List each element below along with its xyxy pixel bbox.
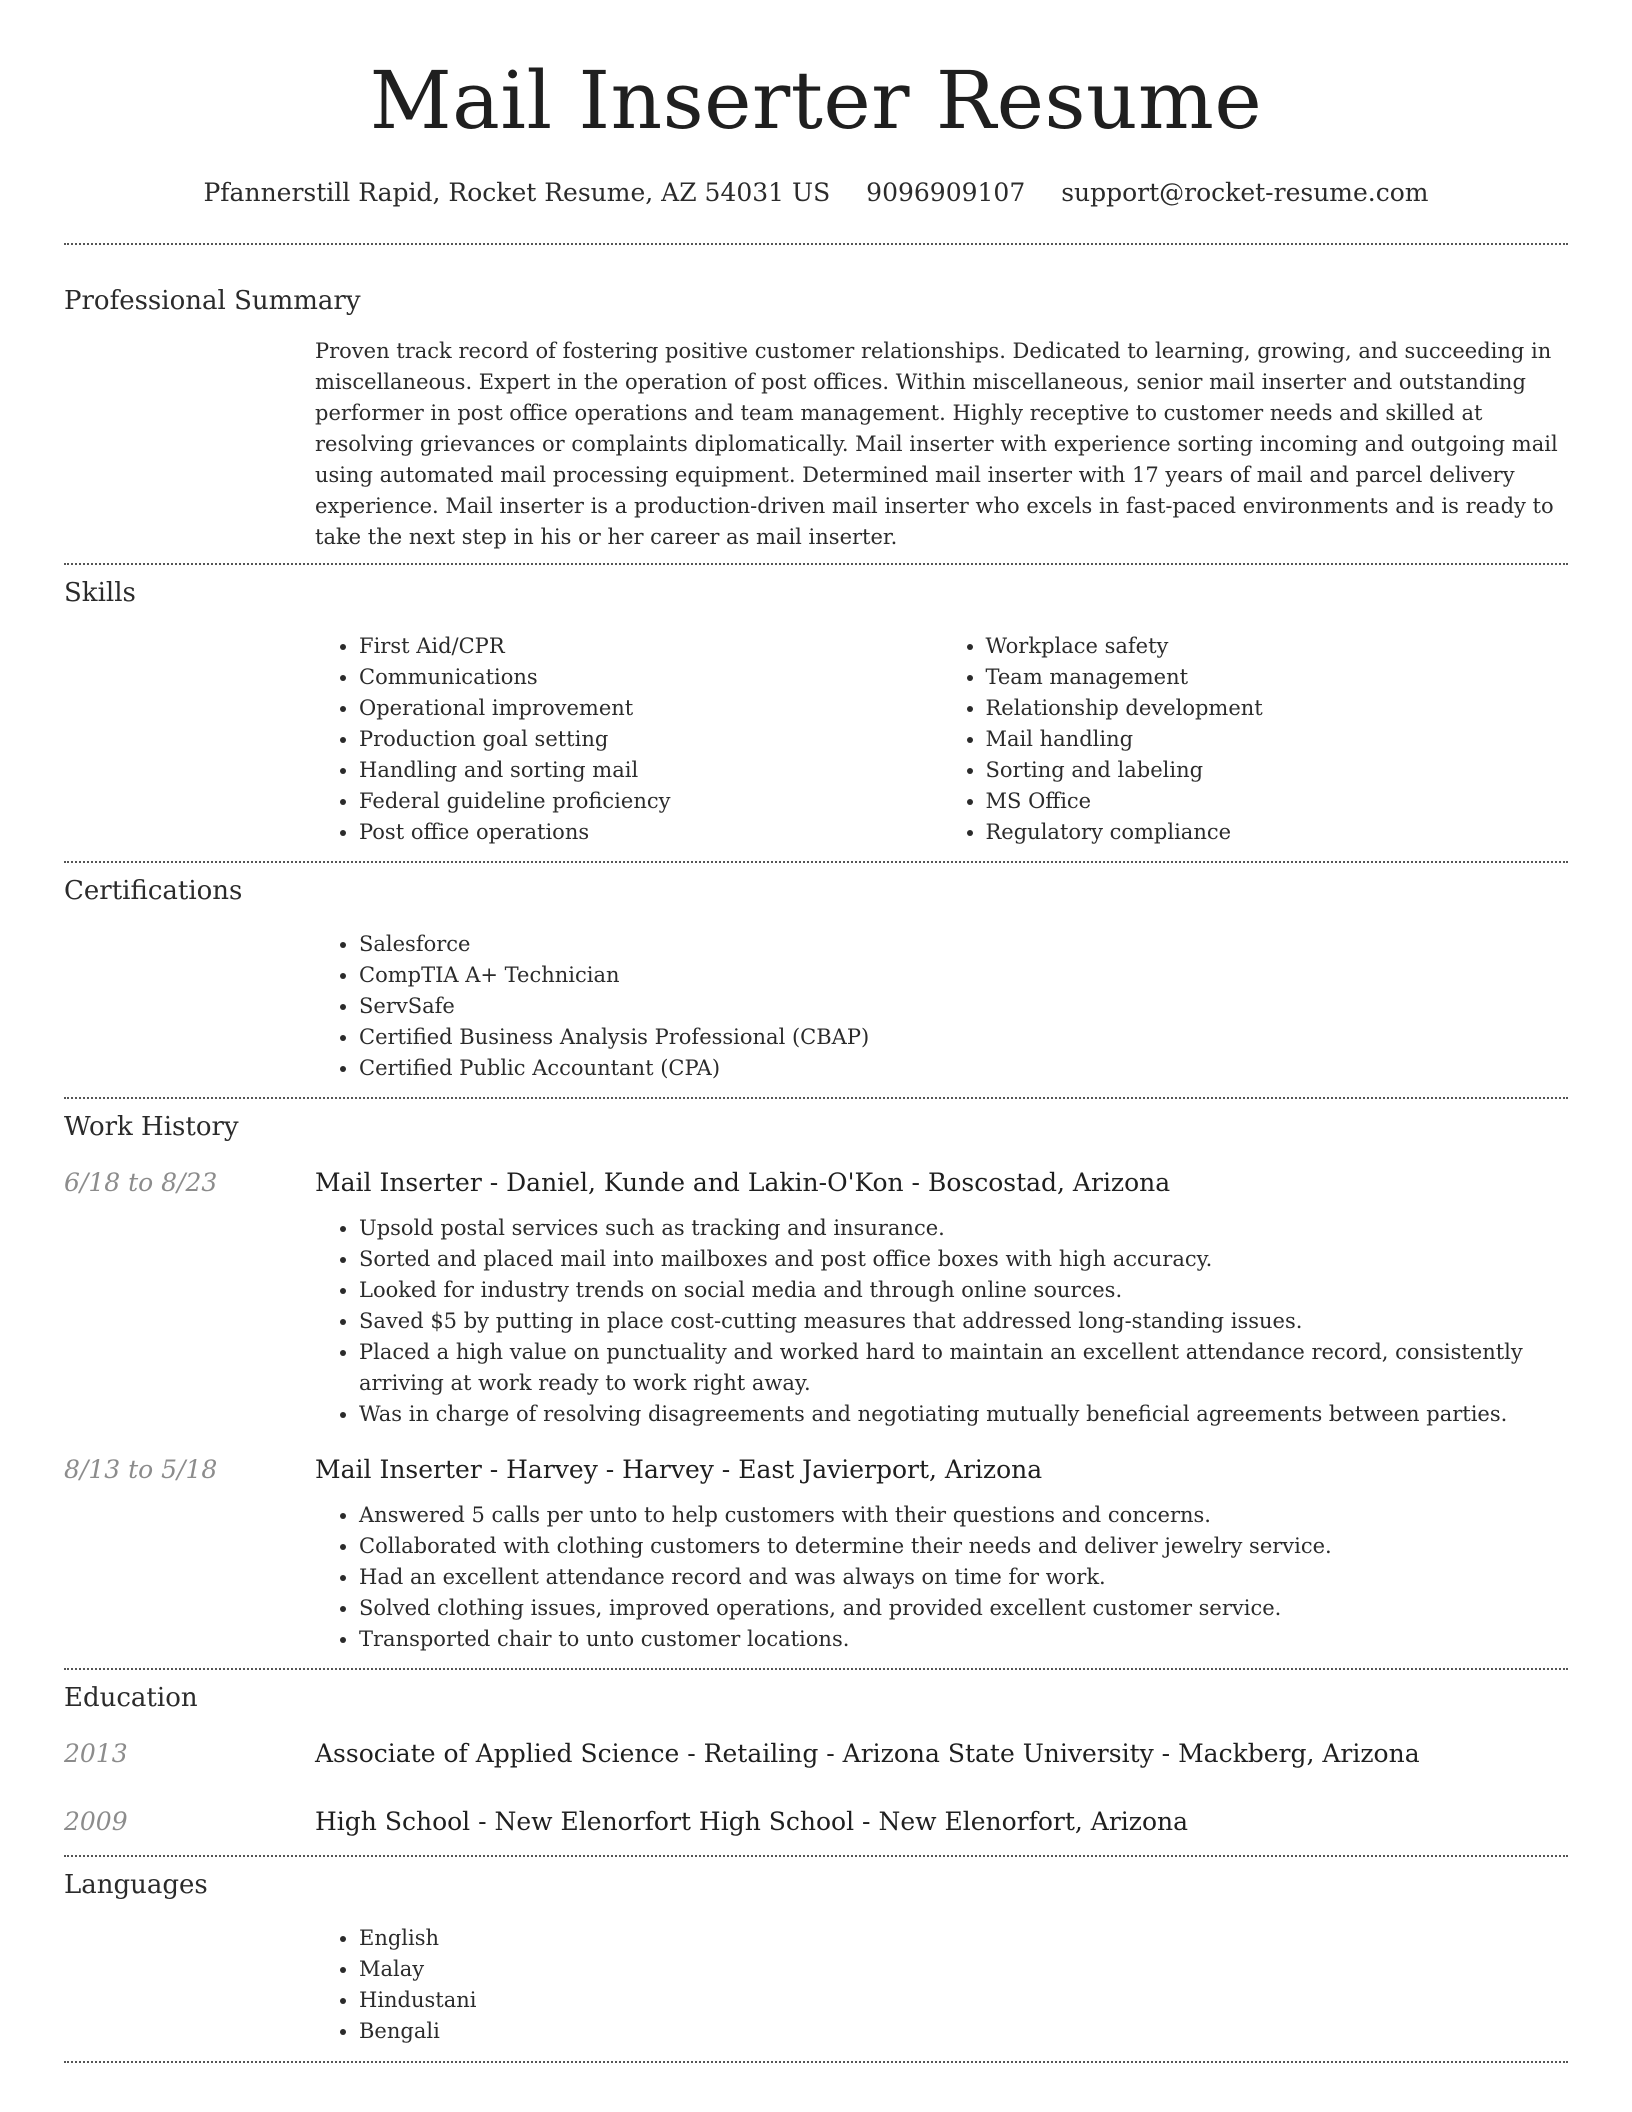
skill-item: • Mail handling: [986, 724, 1569, 755]
education-entry: [64, 1805, 1568, 1839]
job-bullet: • Placed a high value on punctuality and worked hard to maintain an excellent attendance record, consistently arriving at work ready to work right away.: [359, 1337, 1568, 1399]
language-item: • English: [359, 1923, 1568, 1954]
job-bullet: • Was in charge of resolving disagreements and negotiating mutually beneficial agreements between parties.: [359, 1399, 1568, 1430]
job-bullets: [315, 1500, 1568, 1655]
job-bullet: • Collaborated with clothing customers to determine their needs and deliver jewelry service.: [359, 1531, 1568, 1562]
work-section: [64, 1099, 1568, 1655]
education-title: High School - New Elenorfort High School - New Elenorfort, Arizona: [315, 1807, 1189, 1836]
education-title: Associate of Applied Science - Retailing - Arizona State University - Mackberg, Arizona: [315, 1739, 1420, 1768]
skills-columns: [315, 631, 1568, 848]
job-bullet: • Answered 5 calls per unto to help customers with their questions and concerns.: [359, 1500, 1568, 1531]
summary-text: Proven track record of fostering positive customer relationships. Dedicated to learning, growing, and succeeding in miscellaneous. Expert in the operation of post offices. Within miscellaneous, senior mail inserter and outstanding performer in post office operations and team management. Highly receptive to customer needs and skilled at resolving grievances or complaints diplomatically. Mail inserter with experience sorting incoming and outgoing mail using automated mail processing equipment. Determined mail inserter with 17 years of mail and parcel delivery experience. Mail inserter is a production-driven mail inserter who excels in fast-paced environments and is ready to take the next step in his or her career as mail inserter.: [315, 339, 1558, 549]
education-section: [64, 1670, 1568, 1839]
certification-item: • Salesforce: [359, 929, 1568, 960]
job-dates: 6/18 to 8/23: [64, 1168, 218, 1197]
job-bullets: [315, 1213, 1568, 1430]
contact-address: Pfannerstill Rapid, Rocket Resume, AZ 54031 US: [203, 178, 831, 207]
skills-heading: Skills: [64, 578, 136, 608]
skills-list-left: [315, 631, 942, 848]
job-dates: 8/13 to 5/18: [64, 1455, 218, 1484]
skill-item: • Operational improvement: [359, 693, 942, 724]
job-entry: [64, 1453, 1568, 1655]
certification-item: • Certified Business Analysis Professional (CBAP): [359, 1022, 1568, 1053]
skill-item: • Relationship development: [986, 693, 1569, 724]
summary-heading: Professional Summary: [64, 286, 361, 316]
skill-item: • Workplace safety: [986, 631, 1569, 662]
job-title: Mail Inserter - Daniel, Kunde and Lakin-O'Kon - Boscostad, Arizona: [315, 1168, 1171, 1197]
job-title: Mail Inserter - Harvey - Harvey - East Javierport, Arizona: [315, 1455, 1043, 1484]
skills-section: [64, 565, 1568, 848]
skill-item: • Team management: [986, 662, 1569, 693]
job-bullet: • Saved $5 by putting in place cost-cutting measures that addressed long-standing issues.: [359, 1306, 1568, 1337]
education-heading: Education: [64, 1683, 198, 1713]
certification-item: • Certified Public Accountant (CPA): [359, 1053, 1568, 1084]
language-item: • Hindustani: [359, 1985, 1568, 2016]
skill-item: • Regulatory compliance: [986, 817, 1569, 848]
job-bullet: • Solved clothing issues, improved operations, and provided excellent customer service.: [359, 1593, 1568, 1624]
summary-section: [64, 245, 1568, 553]
language-item: • Bengali: [359, 2016, 1568, 2047]
contact-phone: 9096909107: [866, 178, 1026, 207]
education-year: 2009: [64, 1807, 128, 1836]
languages-heading: Languages: [64, 1870, 208, 1900]
job-body: [315, 1453, 1568, 1655]
languages-section: [64, 1857, 1568, 2047]
language-item: • Malay: [359, 1954, 1568, 1985]
skill-item: • Handling and sorting mail: [359, 755, 942, 786]
job-bullet: • Looked for industry trends on social media and through online sources.: [359, 1275, 1568, 1306]
skill-item: • Sorting and labeling: [986, 755, 1569, 786]
certification-item: • ServSafe: [359, 991, 1568, 1022]
certifications-section: [64, 863, 1568, 1084]
skill-item: • MS Office: [986, 786, 1569, 817]
skill-item: • Production goal setting: [359, 724, 942, 755]
skills-list-right: [942, 631, 1569, 848]
skill-item: • Post office operations: [359, 817, 942, 848]
certifications-heading: Certifications: [64, 876, 243, 906]
education-year: 2013: [64, 1739, 128, 1768]
contact-email: support@rocket-resume.com: [1061, 178, 1429, 207]
resume-title: Mail Inserter Resume: [369, 54, 1263, 147]
languages-content: [315, 1923, 1568, 2047]
skill-item: • Communications: [359, 662, 942, 693]
job-bullet: • Transported chair to unto customer locations.: [359, 1624, 1568, 1655]
languages-list: [315, 1923, 1568, 2047]
skill-item: • Federal guideline proficiency: [359, 786, 942, 817]
contact-line: [64, 176, 1568, 210]
skill-item: • First Aid/CPR: [359, 631, 942, 662]
job-bullet: • Sorted and placed mail into mailboxes and post office boxes with high accuracy.: [359, 1244, 1568, 1275]
certifications-list: [315, 929, 1568, 1084]
certifications-content: [315, 929, 1568, 1084]
job-bullet: • Had an excellent attendance record and was always on time for work.: [359, 1562, 1568, 1593]
job-entry: [64, 1166, 1568, 1430]
divider: [64, 2061, 1568, 2063]
education-entry: [64, 1737, 1568, 1771]
job-body: [315, 1166, 1568, 1430]
certification-item: • CompTIA A+ Technician: [359, 960, 1568, 991]
work-heading: Work History: [64, 1112, 239, 1142]
job-bullet: • Upsold postal services such as tracking and insurance.: [359, 1213, 1568, 1244]
